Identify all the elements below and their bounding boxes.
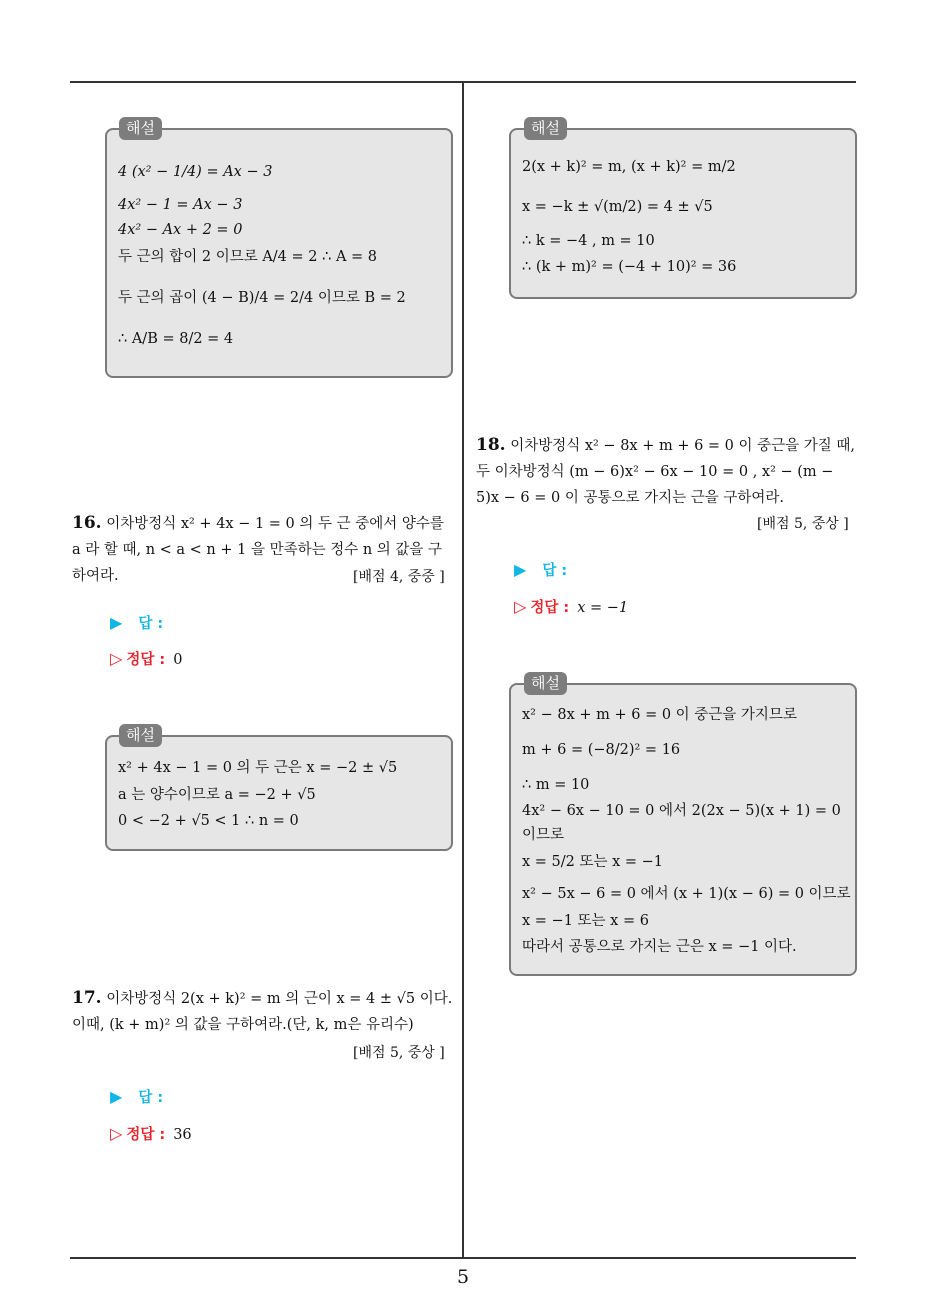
solution-line: 4x² − 1 = Ax − 3 — [118, 197, 243, 213]
solution-line: x² + 4x − 1 = 0 의 두 근은 x = −2 ± √5 — [118, 760, 398, 776]
solution-line: x = 5/2 또는 x = −1 — [522, 854, 664, 870]
question-number: 18. — [476, 435, 506, 455]
solution-line: 4x² − 6x − 10 = 0 에서 2(2x − 5)(x + 1) = 0 — [522, 803, 841, 819]
bottom-rule — [70, 1257, 856, 1259]
points-q18: [배점 5, 중상 ] — [757, 516, 849, 532]
play-arrow-icon: ▶ — [110, 1087, 123, 1106]
solution-tag: 해설 — [119, 117, 162, 140]
solution-tag: 해설 — [524, 672, 567, 695]
solution-line: ∴ k = −4 , m = 10 — [522, 233, 655, 249]
play-arrow-icon: ▶ — [514, 560, 527, 579]
solution-line: ∴ m = 10 — [522, 777, 590, 793]
key-value: 36 — [173, 1127, 192, 1143]
solution-line: 따라서 공통으로 가지는 근은 x = −1 이다. — [522, 939, 797, 955]
solution-line: 0 < −2 + √5 < 1 ∴ n = 0 — [118, 813, 299, 829]
solution-line: 이므로 — [522, 827, 565, 843]
key-label: 정답 : — [530, 600, 570, 616]
outline-arrow-icon: ▷ — [110, 1124, 123, 1143]
answer-field-q16[interactable] — [110, 612, 163, 633]
solution-line: x² − 5x − 6 = 0 에서 (x + 1)(x − 6) = 0 이므로 — [522, 886, 851, 902]
solution-line: ∴ A/B = 8/2 = 4 — [118, 331, 234, 347]
answer-field-q18[interactable] — [514, 559, 567, 580]
solution-line: a 는 양수이므로 a = −2 + √5 — [118, 787, 316, 803]
solution-tag: 해설 — [524, 117, 567, 140]
solution-line: x = −1 또는 x = 6 — [522, 913, 649, 929]
play-arrow-icon: ▶ — [110, 613, 123, 632]
page-number: 5 — [457, 1266, 470, 1288]
solution-line: 4x² − Ax + 2 = 0 — [118, 222, 243, 238]
key-value: x = −1 — [577, 600, 629, 616]
points-q17: [배점 5, 중상 ] — [353, 1045, 445, 1061]
answer-label: 답 : — [138, 616, 164, 632]
question-text: 이차방정식 x² − 8x + m + 6 = 0 이 중근을 가질 때, 두 이차방정식 (m − 6)x² − 6x − 10 = 0 , x² − (m − 5)x − 6 = 0 이 공통으로 가지는 근을 구하여라. — [476, 438, 855, 506]
solution-line: ∴ (k + m)² = (−4 + 10)² = 36 — [522, 259, 737, 275]
key-value: 0 — [173, 652, 183, 668]
question-number: 16. — [72, 513, 102, 533]
question-number: 17. — [72, 988, 102, 1008]
answer-label: 답 : — [138, 1090, 164, 1106]
solution-line: 두 근의 합이 2 이므로 A/4 = 2 ∴ A = 8 — [118, 249, 378, 265]
points-q16: [배점 4, 중중 ] — [353, 569, 445, 585]
column-divider — [462, 82, 464, 1258]
answer-key-q17 — [110, 1123, 192, 1144]
question-text: 이차방정식 2(x + k)² = m 의 근이 x = 4 ± √5 이다. 이때, (k + m)² 의 값을 구하여라.(단, k, m은 유리수) — [72, 991, 453, 1033]
solution-line-text: 4 (x² − 1/4) = Ax − 3 — [118, 164, 273, 180]
key-label: 정답 : — [126, 652, 166, 668]
solution-line: m + 6 = (−8/2)² = 16 — [522, 742, 681, 758]
solution-line: x² − 8x + m + 6 = 0 이 중근을 가지므로 — [522, 707, 797, 723]
outline-arrow-icon: ▷ — [514, 597, 527, 616]
outline-arrow-icon: ▷ — [110, 649, 123, 668]
question-text: 이차방정식 x² + 4x − 1 = 0 의 두 근 중에서 양수를 a 라 할 때, n < a < n + 1 을 만족하는 정수 n 의 값을 구하여라. — [72, 516, 444, 584]
solution-line — [118, 155, 272, 189]
solution-tag: 해설 — [119, 724, 162, 747]
answer-key-q16 — [110, 648, 182, 669]
solution-line: 두 근의 곱이 (4 − B)/4 = 2/4 이므로 B = 2 — [118, 290, 406, 306]
answer-key-q18 — [514, 596, 628, 617]
answer-field-q17[interactable] — [110, 1086, 163, 1107]
key-label: 정답 : — [126, 1127, 166, 1143]
solution-line: 2(x + k)² = m, (x + k)² = m/2 — [522, 159, 736, 175]
answer-label: 답 : — [542, 563, 568, 579]
question-18 — [476, 432, 860, 511]
question-17 — [72, 985, 456, 1038]
solution-line: x = −k ± √(m/2) = 4 ± √5 — [522, 199, 713, 215]
